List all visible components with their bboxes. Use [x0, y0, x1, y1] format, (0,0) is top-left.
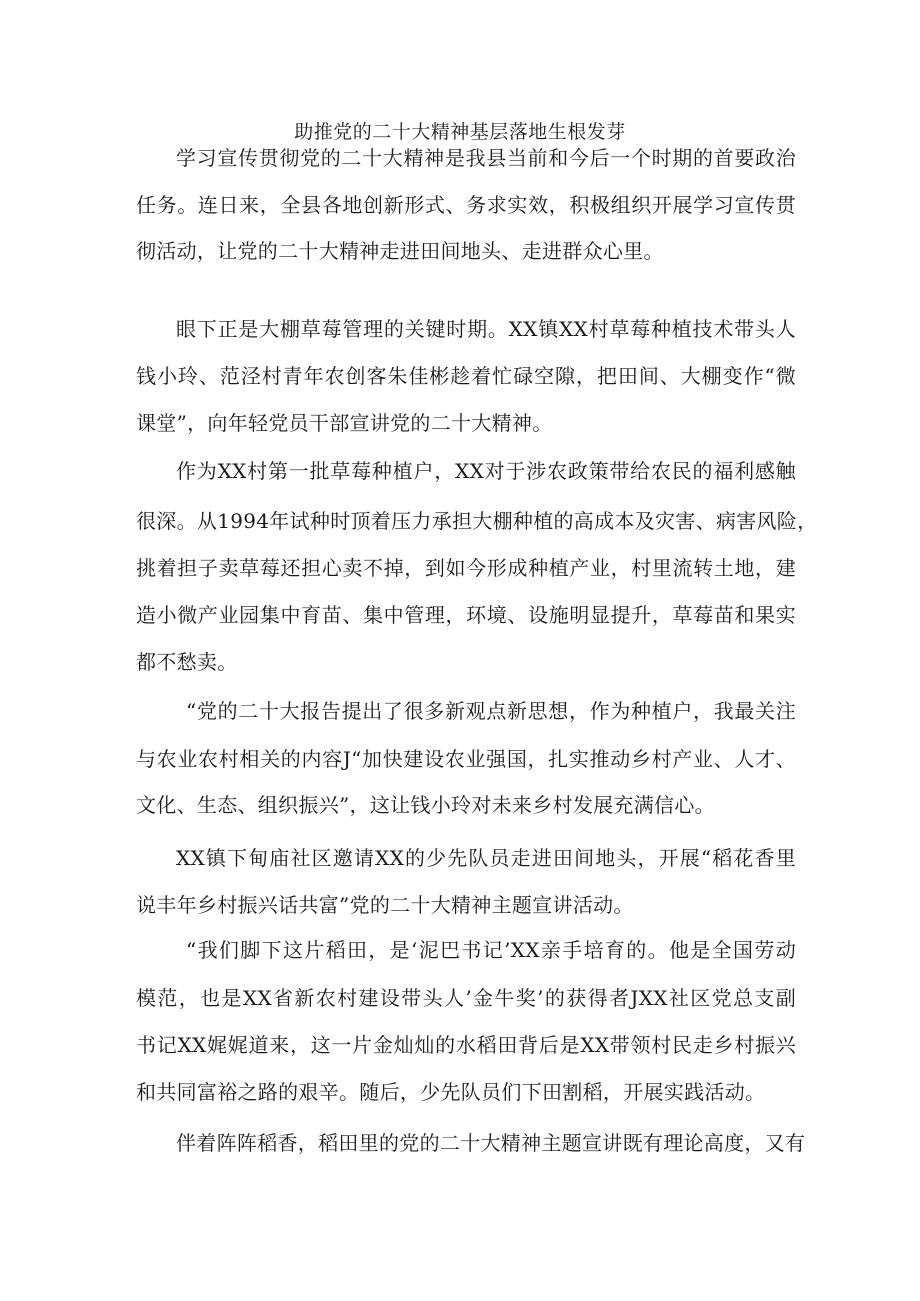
paragraph-line: 都不愁卖。 — [136, 650, 238, 674]
paragraph-line: 书记XX娓娓道来，这一片金灿灿的水稻田背后是XX带领村民走乡村振兴 — [136, 1033, 796, 1057]
paragraph-line: “我们脚下这片稻田，是‘泥巴书记’XX亲手培育的。他是全国劳动 — [186, 938, 796, 962]
paragraph-line: “党的二十大报告提出了很多新观点新思想，作为种植户，我最关注 — [186, 699, 796, 723]
paragraph-line: 作为XX村第一批草莓种植户，XX对于涉农政策带给农民的福利感触 — [176, 459, 796, 483]
paragraph-line: 文化、生态、组织振兴”，这让钱小玲对未来乡村发展充满信心。 — [136, 793, 715, 817]
paragraph-line: 眼下正是大棚草莓管理的关键时期。XX镇XX村草莓种植技术带头人 — [176, 317, 796, 341]
document-title: 助推党的二十大精神基层落地生根发芽 — [294, 121, 626, 143]
paragraph-line: 彻活动，让党的二十大精神走进田间地头、走进群众心里。 — [136, 239, 664, 263]
paragraph-line: 很深。从1994年试种时顶着压力承担大棚种植的高成本及灾害、病害风险， — [136, 509, 818, 533]
paragraph-line: 课堂”，向年轻党员干部宣讲党的二十大精神。 — [136, 411, 553, 435]
paragraph-line: 模范，也是XX省新农村建设带头人’金牛奖’的获得者JXX社区党总支副 — [136, 986, 796, 1010]
paragraph-line: 学习宣传贯彻党的二十大精神是我县当前和今后一个时期的首要政治 — [176, 146, 796, 170]
paragraph-line: 任务。连日来，全县各地创新形式、务求实效，积极组织开展学习宣传贯 — [136, 193, 796, 217]
paragraph-line: 伴着阵阵稻香，稻田里的党的二十大精神主题宣讲既有理论高度，又有 — [176, 1131, 806, 1155]
paragraph-line: XX镇下甸庙社区邀请XX的少先队员走进田间地头，开展“稻花香里 — [176, 846, 796, 870]
paragraph-line: 挑着担子卖草莓还担心卖不掉，到如今形成种植产业，村里流转土地，建 — [136, 556, 796, 580]
paragraph-line: 与农业农村相关的内容J“加快建设农业强国，扎实推动乡村产业、人才、 — [136, 747, 796, 771]
paragraph-line: 造小微产业园集中育苗、集中管理，环境、设施明显提升，草莓苗和果实 — [136, 603, 796, 627]
paragraph-line: 说丰年乡村振兴话共富”党的二十大精神主题宣讲活动。 — [136, 893, 634, 917]
paragraph-line: 和共同富裕之路的艰辛。随后，少先队员们下田割稻，开展实践活动。 — [136, 1080, 766, 1104]
paragraph-line: 钱小玲、范泾村青年农创客朱佳彬趁着忙碌空隙，把田间、大棚变作“微 — [136, 364, 796, 388]
